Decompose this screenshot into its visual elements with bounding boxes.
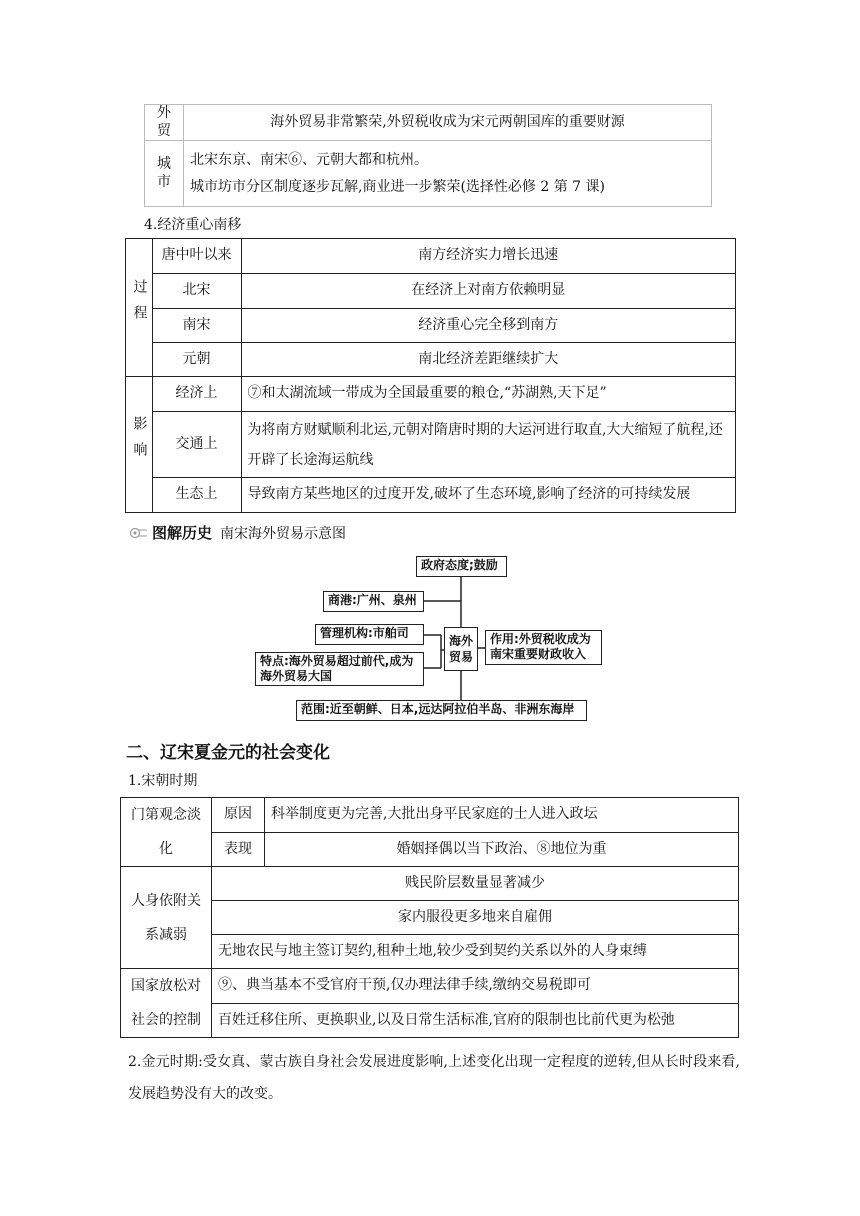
group-clan-status: 门第观念淡化	[121, 798, 212, 867]
impact-text-1: ⑦和太湖流域一带成为全国最重要的粮仓,“苏湖熟,天下足”	[241, 377, 736, 412]
g2-line-1: 贱民阶层数量显著减少	[212, 867, 739, 901]
reason-text: 科举制度更为完善,大批出身平民家庭的士人进入政坛	[265, 798, 739, 833]
impact-label-2: 交通上	[152, 412, 241, 478]
row-label-city: 城市	[145, 141, 184, 207]
social-change-table	[120, 797, 739, 1038]
row-label-trade: 外贸	[145, 105, 184, 141]
diagram-government-attitude: 政府态度;鼓励	[416, 556, 507, 577]
section2-title: 二、辽宋夏金元的社会变化	[126, 743, 330, 763]
g2-line-3: 无地农民与地主签订契约,租种土地,较少受到契约关系以外的人身束缚	[212, 935, 739, 969]
g3-line-2: 百姓迁移住所、更换职业,以及日常生活标准,官府的限制也比前代更为松弛	[212, 1003, 739, 1038]
impact-label-3: 生态上	[152, 478, 241, 513]
g3-line-1: ⑨、典当基本不受官府干预,仅办理法律手续,缴纳交易税即可	[212, 969, 739, 1004]
diagram-badge: 图解历史	[152, 524, 213, 542]
diagram-trade-ports: 商港:广州、泉州	[323, 591, 424, 612]
diagram-scope: 范围:近至朝鲜、日本,远达阿拉伯半岛、非洲东海岸	[296, 700, 587, 721]
process-text-1: 南方经济实力增长迅速	[241, 239, 736, 274]
city-line-2: 城市坊市分区制度逐步瓦解,商业进一步繁荣(选择性必修 2 第 7 课)	[190, 178, 605, 195]
process-label-3: 南宋	[152, 309, 241, 343]
diagram-caption: 南宋海外贸易示意图	[220, 525, 347, 542]
diagram-center-overseas-trade: 海外贸易	[444, 627, 478, 671]
diagram-effect: 作用:外贸税收成为南宋重要财政收入	[485, 630, 602, 665]
impact-label-1: 经济上	[152, 377, 241, 412]
diagram-management-agency: 管理机构:市舶司	[315, 624, 424, 645]
diagram-features: 特点:海外贸易超过前代,成为海外贸易大国	[255, 652, 424, 686]
reason-label: 原因	[212, 798, 265, 833]
process-label-2: 北宋	[152, 274, 241, 309]
group-process-label: 过程	[131, 278, 148, 331]
group-impact-label: 影响	[131, 415, 148, 468]
impact-text-3: 导致南方某些地区的过度开发,破坏了生态环境,影响了经济的可持续发展	[241, 478, 736, 513]
g2-line-2: 家内服役更多地来自雇佣	[212, 901, 739, 935]
section2-sub2: 2.金元时期:受女真、蒙古族自身社会发展进度影响,上述变化出现一定程度的逆转,但从长时段来看,发展趋势没有大的改变。	[128, 1054, 740, 1102]
show-label: 表现	[212, 833, 265, 867]
process-text-3: 经济重心完全移到南方	[241, 309, 736, 343]
group-state-control: 国家放松对社会的控制	[121, 969, 212, 1038]
section2-sub1: 1.宋朝时期	[128, 773, 198, 789]
process-text-2: 在经济上对南方依赖明显	[241, 274, 736, 309]
row-text-trade: 海外贸易非常繁荣,外贸税收成为宋元两朝国库的重要财源	[184, 105, 712, 141]
section4-title: 4.经济重心南移	[144, 217, 242, 233]
group-personal-dependency: 人身依附关系减弱	[121, 867, 212, 969]
show-text: 婚姻择偶以当下政治、⑧地位为重	[265, 833, 739, 867]
process-label-4: 元朝	[152, 343, 241, 377]
city-line-1: 北宋东京、南宋⑥、元朝大都和杭州。	[190, 151, 428, 168]
impact-text-2: 为将南方财赋顺利北运,元朝对隋唐时期的大运河进行取直,大大缩短了航程,还开辟了长途海运航线	[241, 412, 736, 478]
process-label-1: 唐中叶以来	[152, 239, 241, 274]
process-text-4: 南北经济差距继续扩大	[241, 343, 736, 377]
